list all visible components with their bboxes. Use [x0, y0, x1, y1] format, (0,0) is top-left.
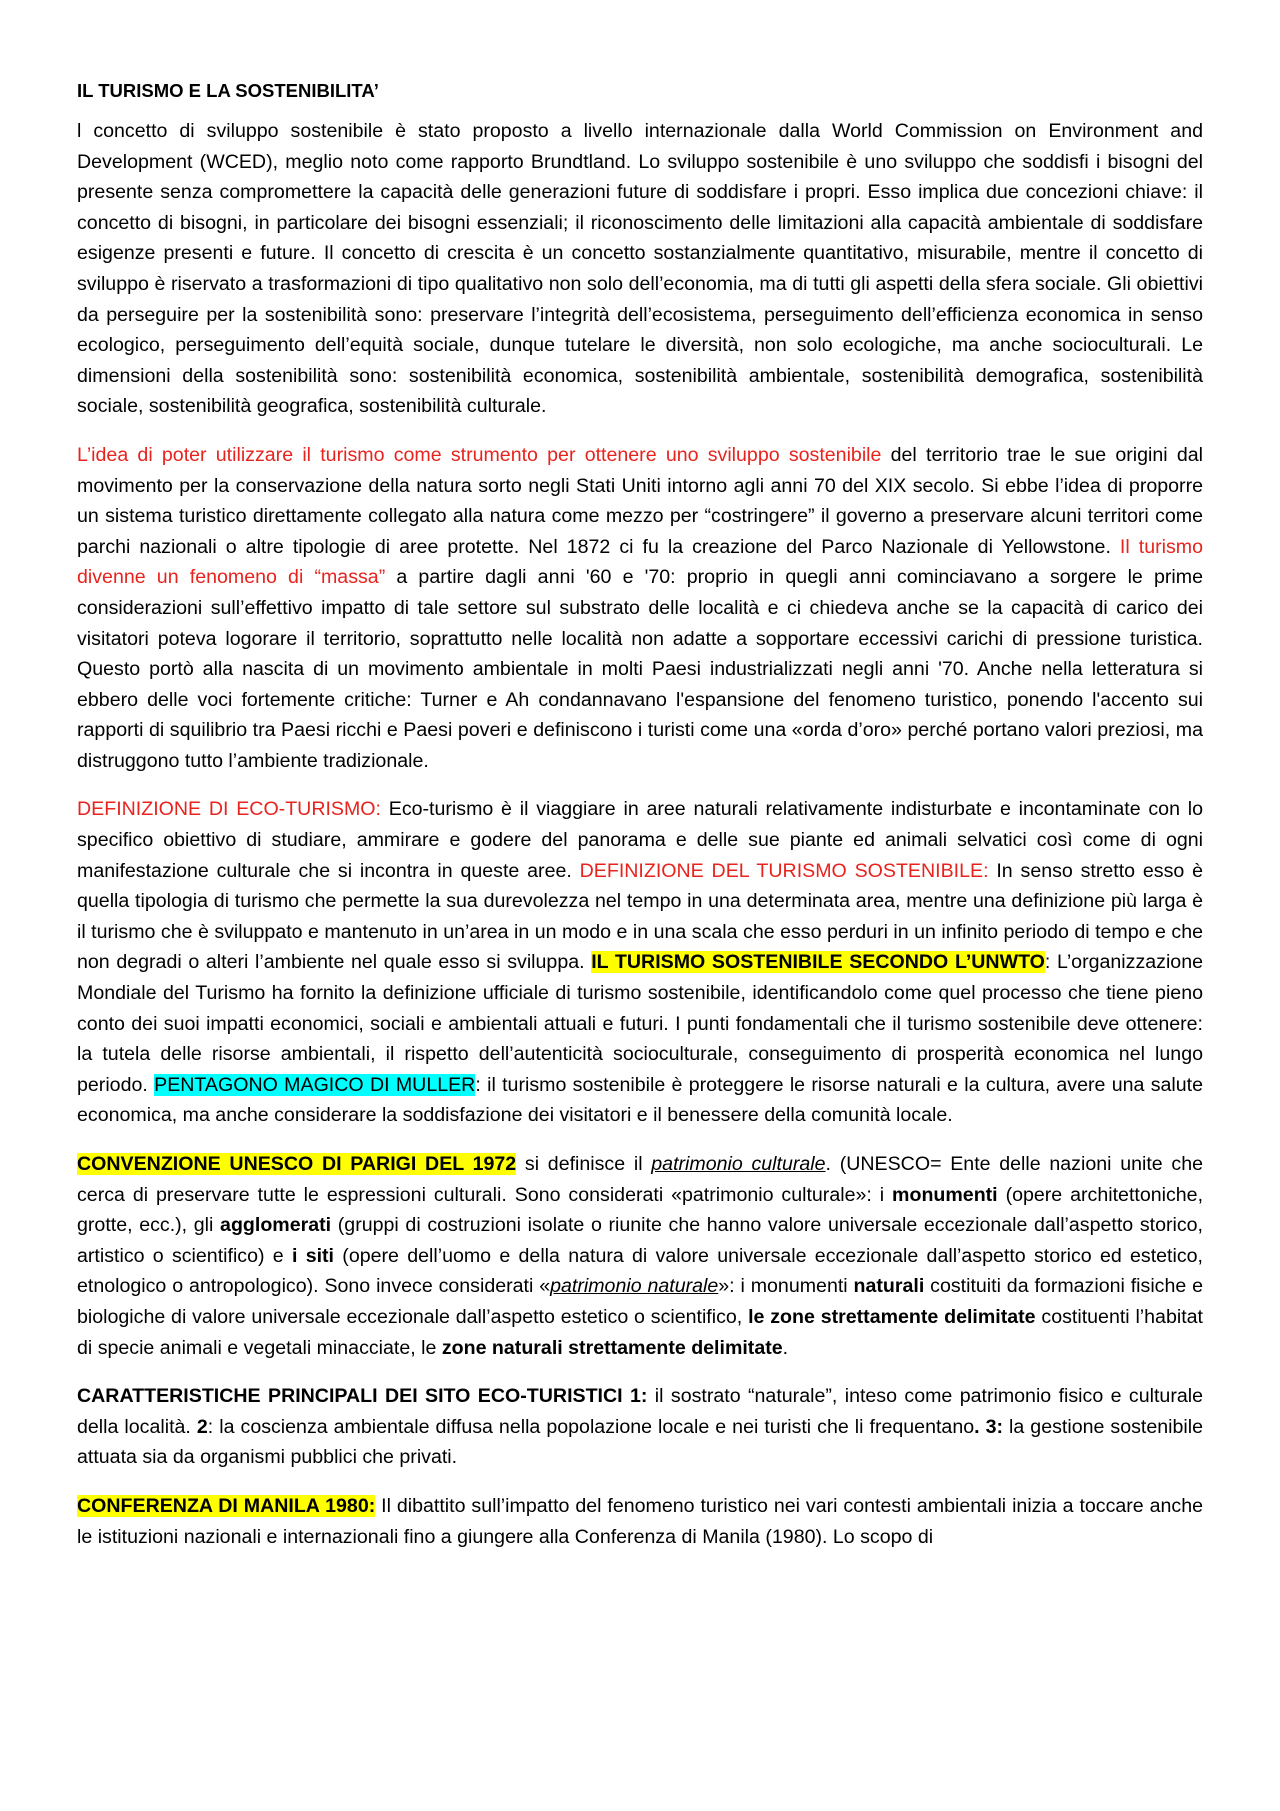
- document-title: IL TURISMO E LA SOSTENIBILITA’: [77, 80, 379, 101]
- list-number: . 3:: [974, 1415, 1004, 1438]
- body-text: (opere dell’uomo e della natura di valore universale eccezionale dall’aspetto storico ed estetico, etnologico o antropologico). Sono invece considerati «: [77, 1244, 1203, 1298]
- highlight-pentagono: PENTAGONO MAGICO DI MULLER: [154, 1073, 476, 1096]
- term-monumenti: monumenti: [892, 1183, 998, 1206]
- highlight-unwto: IL TURISMO SOSTENIBILE SECONDO L’UNWTO: [591, 951, 1045, 974]
- body-text: del territorio trae le sue origini dal movimento per la conservazione della natura sorto negli Stati Uniti intorno agli anni 70 del XIX secolo. Si ebbe l’idea di proporre un sistema turistico direttamente collegato alla natura come mezzo per “costringere” il governo a preservare alcuni territori come parchi nazionali o altre tipologie di aree protette. Nel 1872 ci fu la creazione del Parco Nazionale di Yellowstone.: [77, 443, 1203, 558]
- paragraph-caratteristiche: [77, 1381, 1203, 1473]
- red-text: Il turismo divenne un fenomeno di “massa”: [77, 535, 1203, 589]
- term-naturali: naturali: [853, 1275, 925, 1298]
- highlight-unesco: CONVENZIONE UNESCO DI PARIGI DEL 1972: [77, 1153, 517, 1175]
- body-text: Eco-turismo è il viaggiare in aree naturali relativamente indisturbate e incontaminate con lo specifico obiettivo di studiare, ammirare e godere del panorama e delle sue piante ed animali selvatici così come di ogni manifestazione culturale che si incontra in queste aree.: [77, 798, 1203, 882]
- red-text: L’idea di poter utilizzare il turismo come strumento per ottenere uno sviluppo sostenibile: [77, 443, 882, 466]
- body-text: »: i monumenti: [718, 1275, 854, 1298]
- body-text: si definisce il: [516, 1153, 652, 1175]
- body-text: (gruppi di costruzioni isolate o riunite che hanno valore universale eccezionale dall’aspetto storico, artistico o scientifico) e: [77, 1214, 1203, 1267]
- body-text: .: [782, 1336, 789, 1359]
- body-text: : la coscienza ambientale diffusa nella popolazione locale e nei turisti che li frequentano: [207, 1415, 975, 1438]
- body-text: In senso stretto esso è quella tipologia di turismo che permette la sua durevolezza nel tempo in una determinata area, mentre una definizione più larga è il turismo che è sviluppato e mantenuto in un’area in un modo e in una scala che esso perduri in un infinito periodo di tempo e che non degradi o alteri l’ambiente nel quale esso si sviluppa.: [77, 859, 1204, 974]
- paragraph-definizioni: [77, 794, 1203, 1131]
- body-text: . (UNESCO= Ente delle nazioni unite che cerca di preservare tutte le espressioni culturali. Sono considerati «patrimonio culturale»: i: [77, 1153, 1203, 1206]
- body-text: costituenti l’habitat di specie animali e vegetali minacciate, le: [77, 1305, 1203, 1359]
- body-text: la gestione sostenibile attuata sia da organismi pubblici che privati.: [77, 1415, 1203, 1469]
- term-zone-delimitate: le zone strettamente delimitate: [748, 1305, 1036, 1328]
- heading-eco-turismo: DEFINIZIONE DI ECO-TURISMO:: [77, 798, 381, 821]
- term-patrimonio-culturale: patrimonio culturale: [651, 1153, 826, 1175]
- body-text: (opere architettoniche, grotte, ecc.), gli: [77, 1183, 1204, 1237]
- body-text: Il dibattito sull’impatto del fenomeno turistico nei vari contesti ambientali inizia a toccare anche le istituzioni nazionali e internazionali fino a giungere alla Conferenza di Manila (1980). Lo scopo di: [77, 1494, 1203, 1548]
- body-text: il sostrato “naturale”, inteso come patrimonio fisico e culturale della località.: [77, 1385, 1203, 1438]
- term-zone-naturali: zone naturali strettamente delimitate: [441, 1336, 783, 1359]
- body-text: a partire dagli anni '60 e '70: proprio in quegli anni cominciavano a sorgere le prime considerazioni sull’effettivo impatto di tale settore sul substrato delle località e ci chiedeva anche se la capacità di carico dei visitatori poteva logorare il territorio, soprattutto nelle località non adatte a sopportare eccessivi carichi di pressione turistica. Questo portò alla nascita di un movimento ambientale in molti Paesi industrializzati negli anni '70. Anche nella letteratura si ebbero delle voci fortemente critiche: Turner e Ah condannavano l'espansione del fenomeno turistico, ponendo l'accento sui rapporti di squilibrio tra Paesi ricchi e Paesi poveri e definiscono i turisti come una «orda d’oro» perché portano valori preziosi, ma distruggono tutto l’ambiente tradizionale.: [77, 566, 1203, 772]
- heading-caratteristiche: CARATTERISTICHE PRINCIPALI DEI SITO ECO-TURISTICI 1:: [77, 1385, 648, 1408]
- paragraph-unesco: [77, 1149, 1203, 1363]
- body-text: : il turismo sostenibile è proteggere le risorse naturali e la cultura, avere una salute economica, ma anche considerare la soddisfazione dei visitatori e il benessere della comunità locale.: [77, 1073, 1203, 1127]
- term-agglomerati: agglomerati: [220, 1214, 332, 1237]
- paragraph-sviluppo-sostenibile: l concetto di sviluppo sostenibile è stato proposto a livello internazionale dalla World Commission on Environment and Development (WCED), meglio noto come rapporto Brundtland. Lo sviluppo sostenibile è uno sviluppo che soddisfi i bisogni del presente senza compromettere la capacità delle generazioni future di soddisfare i propri. Esso implica due concezioni chiave: il concetto di bisogni, in particolare dei bisogni essenziali; il riconoscimento delle limitazioni alla capacità ambientale di soddisfare esigenze presenti e future. Il concetto di crescita è un concetto sostanzialmente quantitativo, misurabile, mentre il concetto di sviluppo è riservato a trasformazioni di tipo qualitativo non solo dell’economia, ma di tutti gli aspetti della sfera sociale. Gli obiettivi da perseguire per la sostenibilità sono: preservare l’integrità dell’ecosistema, perseguimento dell’efficienza economica in senso ecologico, perseguimento dell’equità sociale, dunque tutelare le diversità, non solo ecologiche, ma anche socioculturali. Le dimensioni della sostenibilità sono: sostenibilità economica, sostenibilità ambientale, sostenibilità demografica, sostenibilità sociale, sostenibilità geografica, sostenibilità culturale.: [77, 120, 1203, 418]
- paragraph-origini-turismo: [77, 440, 1203, 777]
- highlight-manila: CONFERENZA DI MANILA 1980:: [77, 1494, 376, 1517]
- term-patrimonio-naturale: patrimonio naturale: [550, 1275, 719, 1298]
- paragraph-manila: [77, 1491, 1203, 1552]
- body-text: : L’organizzazione Mondiale del Turismo ha fornito la definizione ufficiale di turismo sostenibile, identificandolo come quel processo che tiene pieno conto dei suoi impatti economici, sociali e ambientali attuali e futuri. I punti fondamentali che il turismo sostenibile deve ottenere: la tutela delle risorse ambientali, il rispetto dell’autenticità socioculturale, conseguimento di prosperità economica nel lungo periodo.: [77, 951, 1203, 1096]
- heading-turismo-sostenibile: DEFINIZIONE DEL TURISMO SOSTENIBILE:: [579, 859, 989, 882]
- body-text: costituiti da formazioni fisiche e biologiche di valore universale eccezionale dall’aspetto estetico o scientifico,: [77, 1275, 1204, 1328]
- term-siti: i siti: [291, 1244, 335, 1267]
- list-number: 2: [196, 1415, 208, 1438]
